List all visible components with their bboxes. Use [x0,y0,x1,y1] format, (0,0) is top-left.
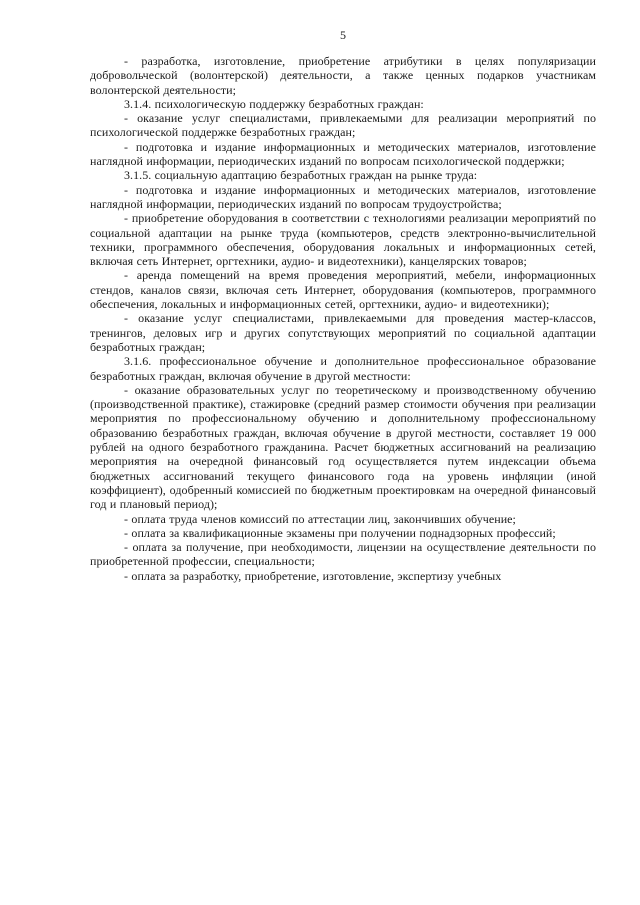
clause-3-1-4-heading: 3.1.4. психологическую поддержку безработных граждан: [124,96,424,111]
clause-3-1-5-heading: 3.1.5. социальную адаптацию безработных граждан на рынке труда: [124,168,478,183]
page-number: 5 [340,28,346,42]
paragraph-premises-rent: - аренда помещений на время проведения мероприятий, мебели, информационных стендов, каналов связи, включая сеть Интернет, оборудования (компьютеров, программного обеспечения, локальных и информационных сетей, оргтехники, аудио- и видеотехники); [90,268,596,312]
paragraph-materials-development: - оплата за разработку, приобретение, изготовление, экспертизу учебных [124,568,502,583]
paragraph-commission-pay: - оплата труда членов комиссий по аттестации лиц, закончивших обучение; [124,511,516,526]
clause-3-1-6-heading: 3.1.6. профессиональное обучение и дополнительное профессиональное образование безработных граждан, включая обучение в другой местности: [90,354,596,383]
paragraph-masterclass-specialists: - оказание услуг специалистами, привлекаемыми для проведения мастер-классов, тренингов, деловых игр и других сопутствующих мероприятий по социальной адаптации безработных граждан; [90,311,596,354]
document-page [90,28,596,583]
paragraph-license-fee: - оплата за получение, при необходимости, лицензии на осуществление деятельности по приобретенной профессии, специальности; [90,540,596,569]
paragraph-adaptation-materials: - подготовка и издание информационных и методических материалов, изготовление наглядной информации, периодических изданий по вопросам трудоустройства; [90,182,596,211]
paragraph-attributes: - разработка, изготовление, приобретение атрибутики в целях популяризации добровольческой (волонтерской) деятельности, а также ценных подарков участникам волонтерской деятельности; [90,54,596,97]
paragraph-qualification-exams: - оплата за квалификационные экзамены при получении поднадзорных профессий; [124,525,556,540]
paragraph-equipment-purchase: - приобретение оборудования в соответствии с технологиями реализации мероприятий по социальной адаптации на рынке труда (компьютеров, средств электронно-вычислительной техники, программного обеспечения, оборудования локальных и информационных сетей, включая сеть Интернет, оргтехники, аудио- и видеотехники), канцелярских товаров; [90,211,596,269]
paragraph-education-services: - оказание образовательных услуг по теоретическому и производственному обучению (производственной практике), стажировке (средний размер стоимости обучения при реализации мероприятия по профессиональному обучению и дополнительному профессиональному образованию безработных граждан, включая обучение в другой местности, составляет 19 000 рублей на одного безработного гражданина. Расчет бюджетных ассигнований на реализацию мероприятия на очередной финансовый год осуществляется путем индексации объема бюджетных ассигнований текущего финансового года на уровень инфляции (иной коэффициент), одобренный комиссией по бюджетным проектировкам на очередной финансовый год и плановый период); [90,382,596,512]
paragraph-psych-specialists: - оказание услуг специалистами, привлекаемыми для реализации мероприятий по психологической поддержке безработных граждан; [90,111,596,140]
paragraph-psych-materials: - подготовка и издание информационных и методических материалов, изготовление наглядной информации, периодических изданий по вопросам психологической поддержки; [90,139,596,169]
